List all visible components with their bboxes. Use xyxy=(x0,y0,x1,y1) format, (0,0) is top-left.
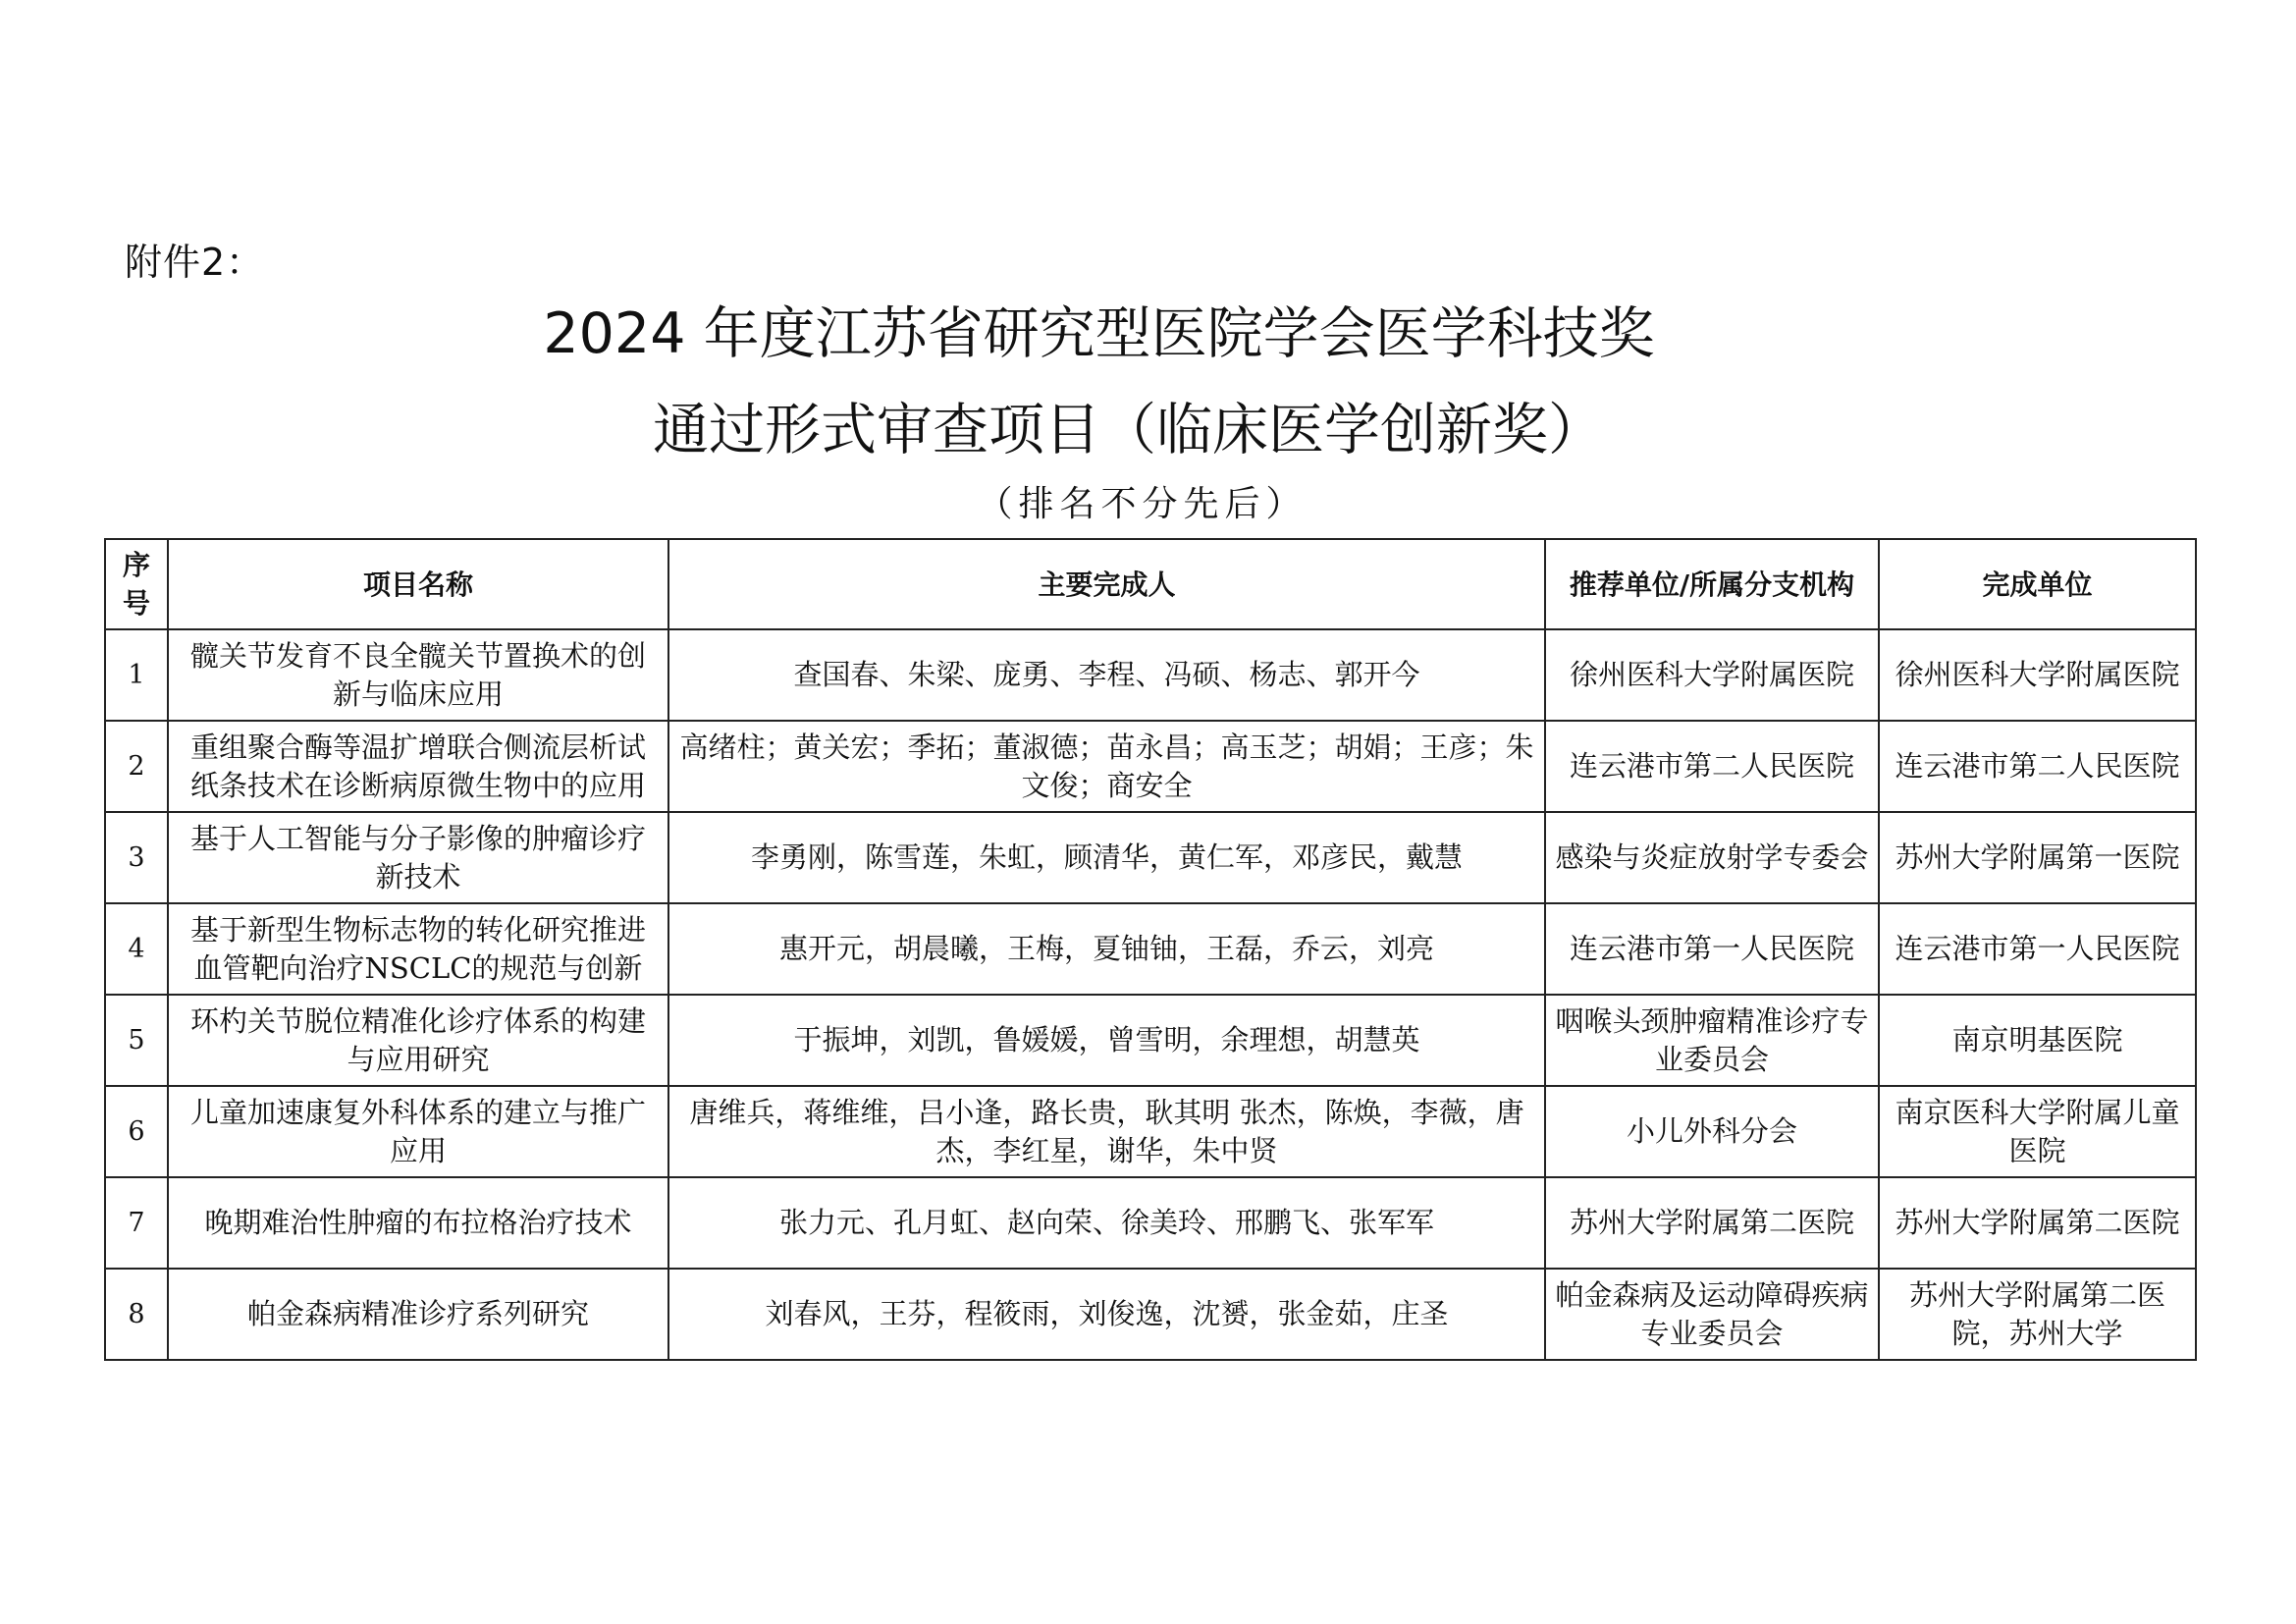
recommending-unit: 徐州医科大学附属医院 xyxy=(1545,629,1879,721)
main-contributors: 于振坤，刘凯，鲁媛媛，曾雪明，余理想，胡慧英 xyxy=(668,995,1545,1086)
table-row xyxy=(105,1269,2196,1360)
table-row xyxy=(105,1177,2196,1269)
project-name: 基于人工智能与分子影像的肿瘤诊疗新技术 xyxy=(168,812,668,903)
main-contributors: 唐维兵，蒋维维，吕小逢，路长贵，耿其明 张杰，陈焕，李薇，唐杰，李红星，谢华，朱中贤 xyxy=(668,1086,1545,1177)
main-contributors: 李勇刚，陈雪莲，朱虹，顾清华，黄仁军，邓彦民，戴慧 xyxy=(668,812,1545,903)
recommending-unit: 苏州大学附属第二医院 xyxy=(1545,1177,1879,1269)
completing-unit: 徐州医科大学附属医院 xyxy=(1879,629,2196,721)
completing-unit: 苏州大学附属第二医院，苏州大学 xyxy=(1879,1269,2196,1360)
page-title: 2024 年度江苏省研究型医院学会医学科技奖 xyxy=(543,301,1655,366)
main-contributors: 查国春、朱梁、庞勇、李程、冯硕、杨志、郭开今 xyxy=(668,629,1545,721)
row-number: 4 xyxy=(105,903,168,995)
main-contributors: 高绪柱；黄关宏；季拓；董淑德；苗永昌；高玉芝；胡娟；王彦；朱文俊；商安全 xyxy=(668,721,1545,812)
header-main-contributors: 主要完成人 xyxy=(668,539,1545,629)
completing-unit: 连云港市第一人民医院 xyxy=(1879,903,2196,995)
attachment-label: 附件2： xyxy=(125,241,265,284)
row-number: 6 xyxy=(105,1086,168,1177)
row-number: 3 xyxy=(105,812,168,903)
project-name: 环杓关节脱位精准化诊疗体系的构建与应用研究 xyxy=(168,995,668,1086)
recommending-unit: 小儿外科分会 xyxy=(1545,1086,1879,1177)
completing-unit: 连云港市第二人民医院 xyxy=(1879,721,2196,812)
completing-unit: 南京医科大学附属儿童医院 xyxy=(1879,1086,2196,1177)
row-number: 8 xyxy=(105,1269,168,1360)
page-subtitle: （排名不分先后） xyxy=(977,484,1308,524)
recommending-unit: 连云港市第二人民医院 xyxy=(1545,721,1879,812)
header-no: 序号 xyxy=(105,539,168,629)
header-completing-unit: 完成单位 xyxy=(1879,539,2196,629)
table-row xyxy=(105,995,2196,1086)
project-name: 儿童加速康复外科体系的建立与推广应用 xyxy=(168,1086,668,1177)
table-row xyxy=(105,721,2196,812)
recommending-unit: 帕金森病及运动障碍疾病专业委员会 xyxy=(1545,1269,1879,1360)
recommending-unit: 咽喉头颈肿瘤精准诊疗专业委员会 xyxy=(1545,995,1879,1086)
completing-unit: 苏州大学附属第二医院 xyxy=(1879,1177,2196,1269)
row-number: 2 xyxy=(105,721,168,812)
completing-unit: 苏州大学附属第一医院 xyxy=(1879,812,2196,903)
table-row xyxy=(105,903,2196,995)
table-row xyxy=(105,629,2196,721)
project-name: 晚期难治性肿瘤的布拉格治疗技术 xyxy=(168,1177,668,1269)
header-project-name: 项目名称 xyxy=(168,539,668,629)
project-name: 帕金森病精准诊疗系列研究 xyxy=(168,1269,668,1360)
row-number: 5 xyxy=(105,995,168,1086)
project-name: 基于新型生物标志物的转化研究推进血管靶向治疗NSCLC的规范与创新 xyxy=(168,903,668,995)
project-name: 髋关节发育不良全髋关节置换术的创新与临床应用 xyxy=(168,629,668,721)
award-projects-table xyxy=(104,538,2197,1361)
recommending-unit: 感染与炎症放射学专委会 xyxy=(1545,812,1879,903)
table-header-row xyxy=(105,539,2196,629)
recommending-unit: 连云港市第一人民医院 xyxy=(1545,903,1879,995)
header-recommending-unit: 推荐单位/所属分支机构 xyxy=(1545,539,1879,629)
completing-unit: 南京明基医院 xyxy=(1879,995,2196,1086)
main-contributors: 张力元、孔月虹、赵向荣、徐美玲、邢鹏飞、张军军 xyxy=(668,1177,1545,1269)
table-row xyxy=(105,812,2196,903)
table-row xyxy=(105,1086,2196,1177)
page-title-line2: 通过形式审查项目（临床医学创新奖） xyxy=(653,398,1604,462)
row-number: 1 xyxy=(105,629,168,721)
main-contributors: 刘春风，王芬，程筱雨，刘俊逸，沈赟，张金茹，庄圣 xyxy=(668,1269,1545,1360)
main-contributors: 惠开元，胡晨曦，王梅，夏铀铀，王磊，乔云，刘亮 xyxy=(668,903,1545,995)
project-name: 重组聚合酶等温扩增联合侧流层析试纸条技术在诊断病原微生物中的应用 xyxy=(168,721,668,812)
row-number: 7 xyxy=(105,1177,168,1269)
